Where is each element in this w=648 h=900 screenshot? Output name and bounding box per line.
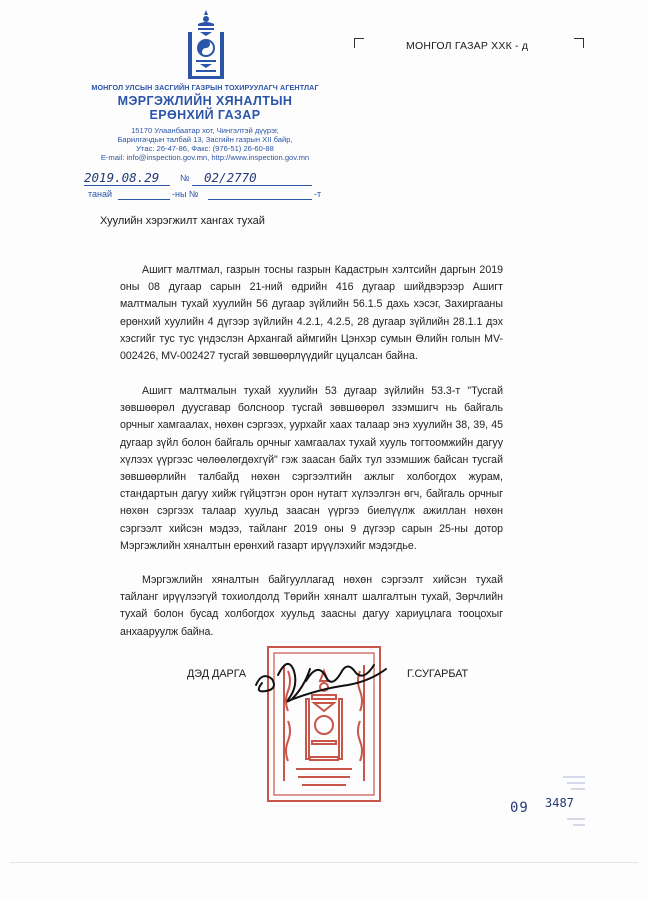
letter-subject: Хуулийн хэрэгжилт хангах тухай: [100, 215, 265, 227]
recipient-corner-mark: [574, 38, 584, 48]
body-paragraph: Ашигт малтмалын тухай хуулийн 53 дугаар зүйлийн 53.3-т "Тусгай зөвшөөрөл дуусгавар болсноор тусгай зөвшөөрөл эзэмшигч нь байгаль орчныг хамгаалах, нөхөн сэргээх, уурхайг хаах талаар энэ хуулийн 38, 39, 45 дугаар зүйл болон байгаль орчныг хамгаалах тухай хууль тогтоомжийн дагуу хүлээх үүргээс чөлөөлөгдөхгүй" гэж заасан байх тул эзэмшиж байсан тусгай зөвшөөрлийн талбайд нөхөн сэргээлтийн ажлыг холбогдох журам, стандартын дагуу хийж гүйцэтгэн орон нутагт хүлээлгэн өгч, байгаль орчныг нөхөн сэргээх талаар хуульд заасан үүргээ биелүүлж ажиллан нөхөн сэргээлт хийсэн мэдээ, тайланг 2019 оны 9 дүгээр сарын 25-ны дотор Мэргэжлийн хяналтын ерөнхий газарт ирүүлэхийг мэдэгдье.: [120, 385, 503, 552]
letter-number-label: №: [180, 173, 190, 183]
recipient-corner-mark: [354, 38, 364, 48]
agency-name: МЭРГЭЖЛИЙН ХЯНАЛТЫН: [117, 94, 293, 108]
handwritten-signature: [248, 641, 398, 711]
your-ref-number-underline: [208, 199, 312, 200]
number-underline: [192, 185, 312, 186]
your-ref-suffix: -т: [314, 189, 322, 199]
letter-date: 2019.08.29: [84, 170, 160, 185]
phone-fax-line: Утас: 26-47-86, Факс: (976-51) 26-60-88: [136, 144, 274, 153]
your-ref-date-underline: [118, 199, 170, 200]
received-stamp-number: 09: [510, 800, 529, 816]
address-line: Барилгачдын талбай 13, Засгийн газрын XII байр,: [117, 135, 293, 144]
body-paragraph: Мэргэжлийн хяналтын байгууллагад нөхөн сэргээлт хийсэн тухай тайланг ирүүлээгүй тохиолдолд Төрийн хяналт шалгалтын тухай, Зөрчлийн тухай болон бусад холбогдох хуульд заасны дагуу хариуцлага тооцохыг анхааруулж байна.: [120, 574, 503, 638]
signatory-title: ДЭД ДАРГА: [187, 668, 247, 680]
received-stamp-registration: 3487: [545, 796, 574, 810]
address-line: 15170 Улаанбаатар хот, Чингэлтэй дүүрэг,: [131, 126, 279, 135]
your-ref-label: танай: [88, 189, 113, 199]
date-underline: [84, 185, 170, 186]
signatory-name: Г.СУГАРБАТ: [407, 668, 469, 680]
body-paragraph: Ашигт малтмал, газрын тосны газрын Кадастрын хэлтсийн даргын 2019 оны 08 дугаар сарын 21-ний өдрийн 416 дугаар шийдвэрээр Ашигт малтмалын тухай хуулийн 56 дугаар зүйлийн 56.1.5 дахь хэсэг, Захиргааны ерөнхий хуулийн 4 дүгээр зүйлийн 4.2.1, 4.2.5, 28 дугаар зүйлийн 28.1.1 дэх хэсгийг тус тус үндэслэн Архангай аймгийн Цэнхэр сумын Өлийн голын MV-002426, MV-002427 тусгай зөвшөөрлүүдийг цуцалсан байна.: [120, 264, 503, 363]
soyombo-emblem-icon: [184, 8, 228, 82]
page-bottom-edge: [10, 862, 638, 863]
agency-name-line2: ЕРӨНХИЙ ГАЗАР: [149, 108, 261, 122]
your-ref-number-label: -ны №: [172, 189, 199, 199]
email-web-line: E-mail: info@inspection.gov.mn, http://www.inspection.gov.mn: [100, 153, 310, 162]
agency-parent-label: МОНГОЛ УЛСЫН ЗАСГИЙН ГАЗРЫН ТОХИРУУЛАГЧ АГЕНТЛАГ: [91, 83, 319, 92]
letter-number: 02/2770: [204, 170, 257, 185]
recipient: МОНГОЛ ГАЗАР ХХК - д: [406, 40, 529, 52]
